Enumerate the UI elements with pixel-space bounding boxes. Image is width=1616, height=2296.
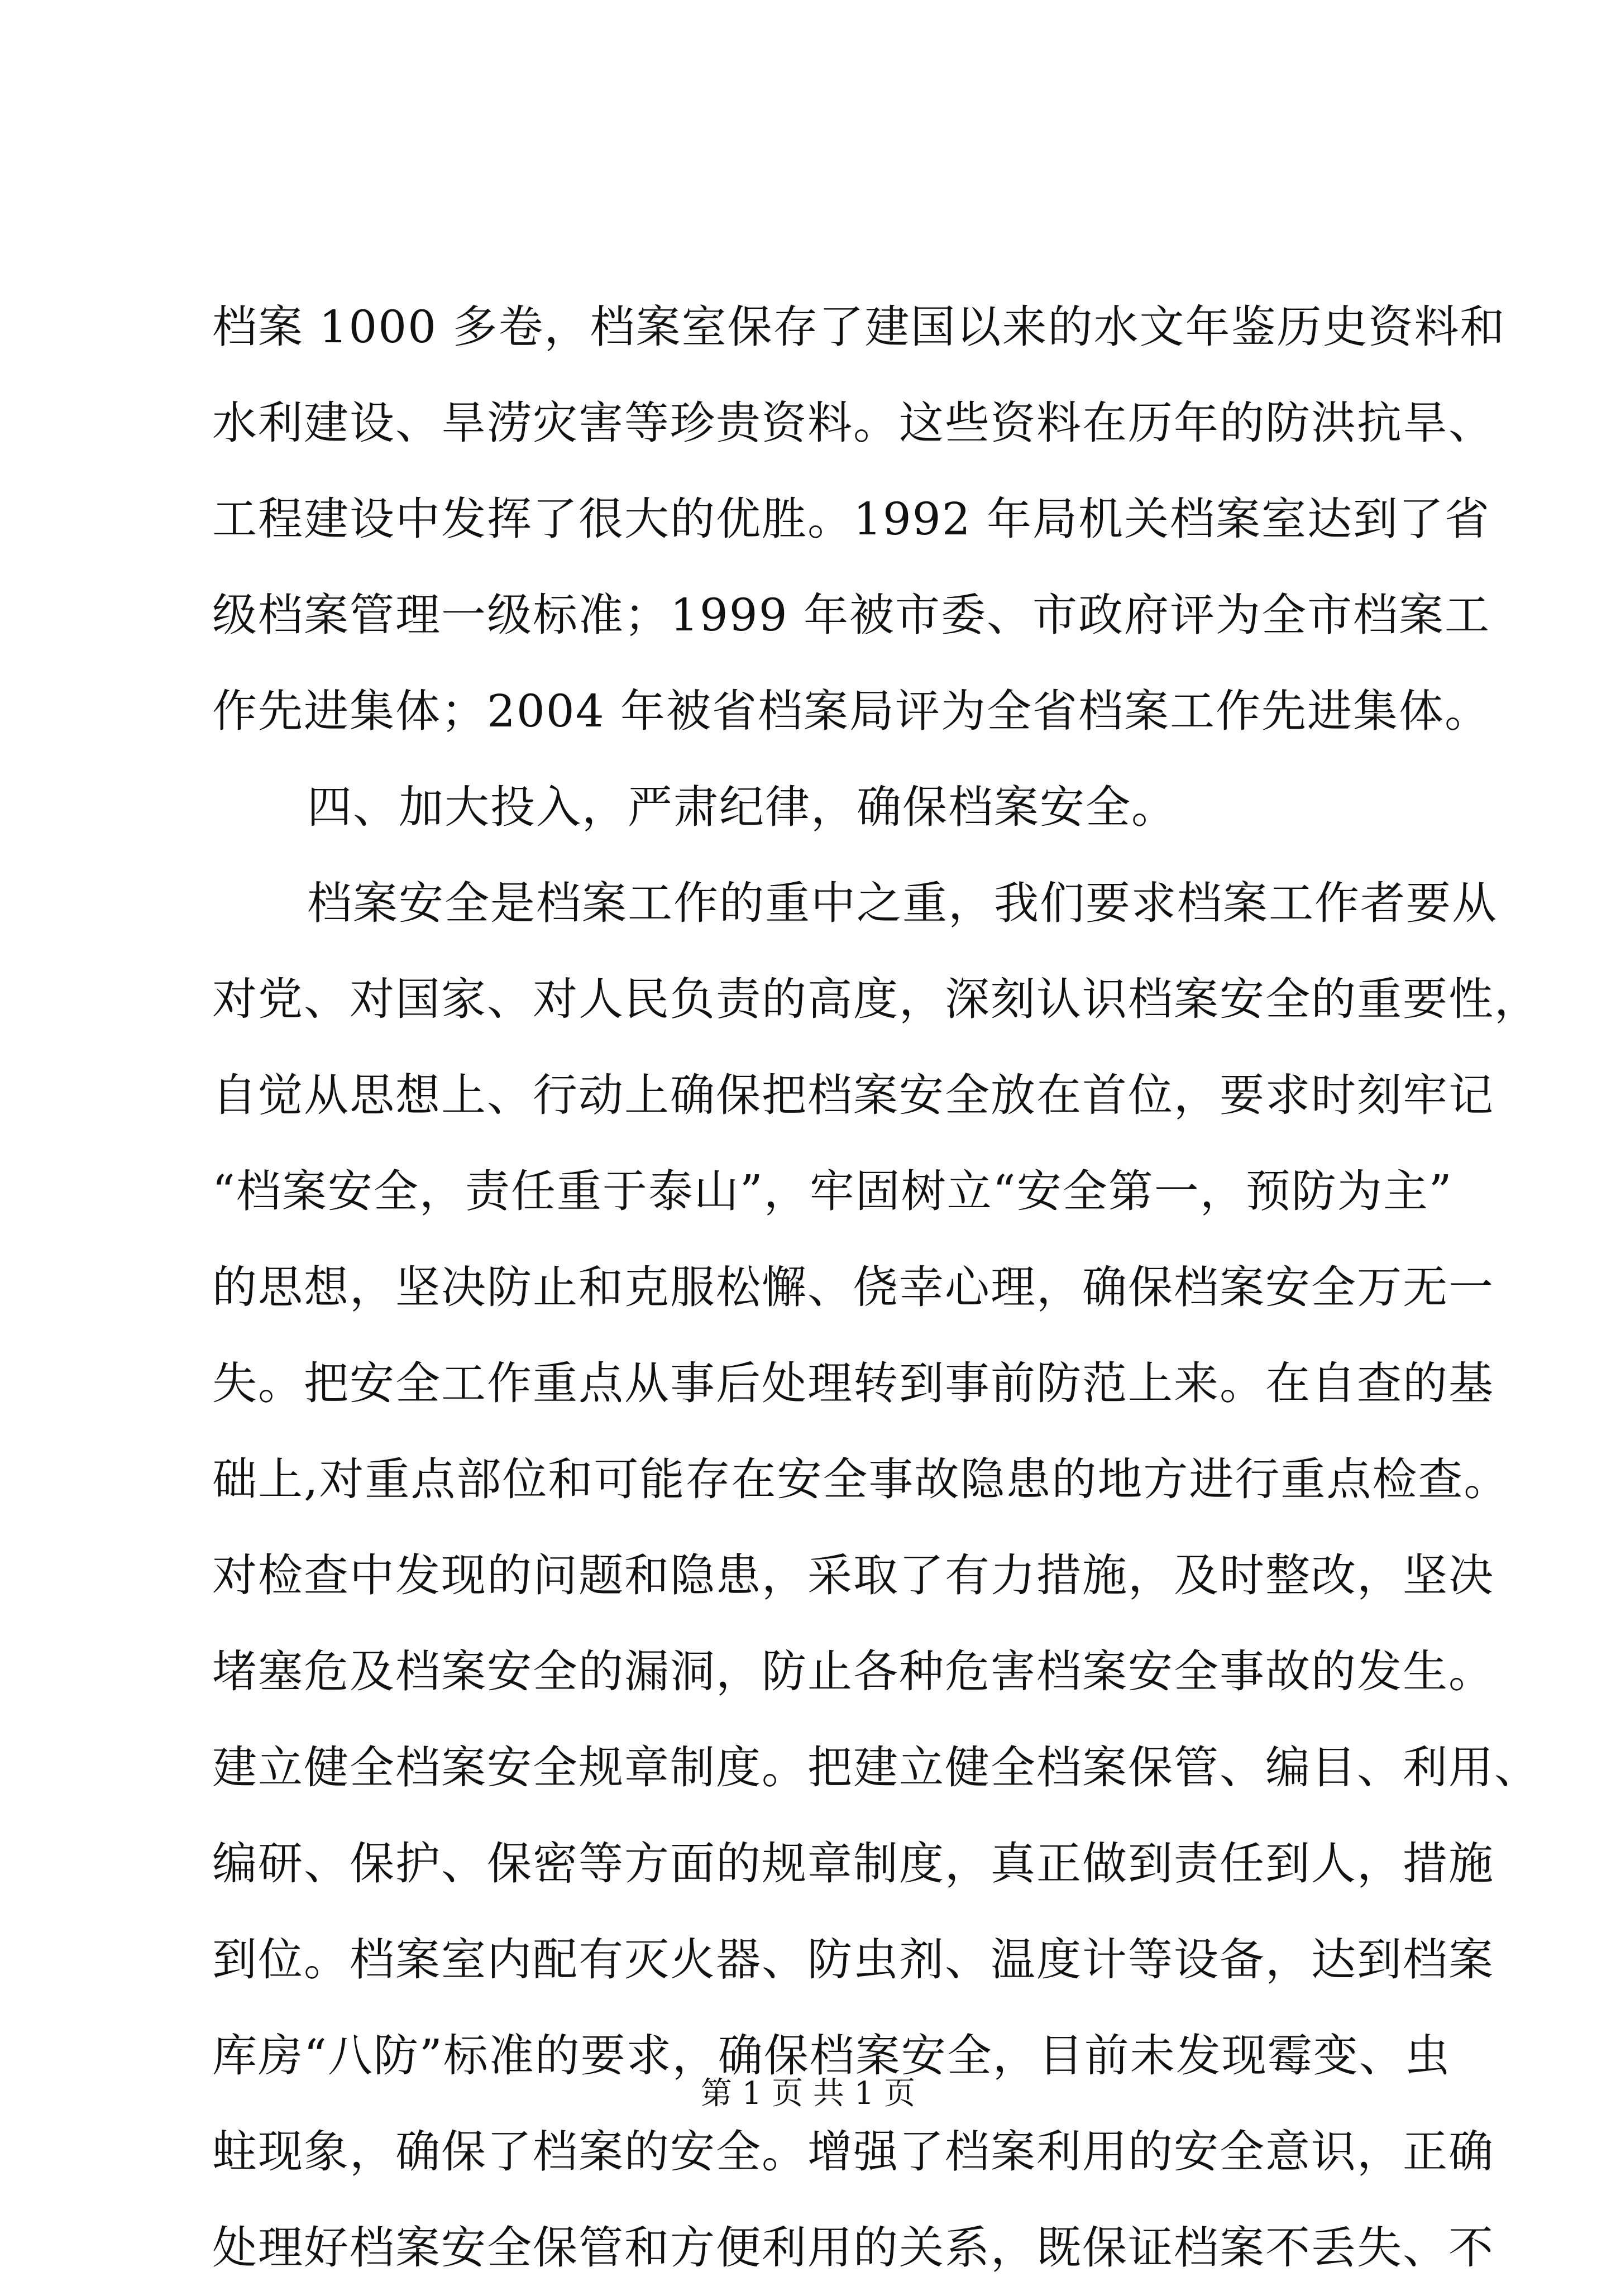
text-line: 编研、保护、保密等方面的规章制度，真正做到责任到人，措施 [212,1838,1494,1890]
page-number-footer: 第 1 页 共 1 页 [700,2075,916,2112]
text-line: 处理好档案安全保管和方便利用的关系，既保证档案不丢失、不 [212,2222,1494,2274]
text-line: 档案安全是档案工作的重中之重，我们要求档案工作者要从 [307,877,1498,929]
text-line: 到位。档案室内配有灭火器、防虫剂、温度计等设备，达到档案 [212,1934,1494,1986]
text-line: 作先进集体；2004 年被省档案局评为全省档案工作先进集体。 [212,685,1491,737]
text-line: 自觉从思想上、行动上确保把档案安全放在首位，要求时刻牢记 [212,1069,1494,1121]
text-line: 库房“八防”标准的要求，确保档案安全，目前未发现霉变、虫 [212,2030,1451,2082]
section-heading: 四、加大投入，严肃纪律，确保档案安全。 [307,781,1177,833]
text-line: 级档案管理一级标准；1999 年被市委、市政府评为全市档案工 [212,589,1491,641]
text-line: 的思想，坚决防止和克服松懈、侥幸心理，确保档案安全万无一 [212,1261,1494,1313]
text-line: 失。把安全工作重点从事后处理转到事前防范上来。在自查的基 [212,1357,1494,1409]
text-line: 档案 1000 多卷，档案室保存了建国以来的水文年鉴历史资料和 [212,301,1506,353]
text-line: 工程建设中发挥了很大的优胜。1992 年局机关档案室达到了省 [212,493,1491,545]
text-line: 堵塞危及档案安全的漏洞，防止各种危害档案安全事故的发生。 [212,1646,1494,1697]
text-line: 蛀现象，确保了档案的安全。增强了档案利用的安全意识，正确 [212,2126,1494,2178]
text-line: 建立健全档案安全规章制度。把建立健全档案保管、编目、利用、 [212,1742,1540,1793]
text-line: 水利建设、旱涝灾害等珍贵资料。这些资料在历年的防洪抗旱、 [212,397,1494,449]
text-line: 对检查中发现的问题和隐患，采取了有力措施，及时整改，坚决 [212,1549,1494,1601]
text-line: “档案安全，责任重于泰山”，牢固树立“安全第一，预防为主” [212,1165,1453,1217]
text-line: 础上,对重点部位和可能存在安全事故隐患的地方进行重点检查。 [212,1453,1510,1505]
text-line: 对党、对国家、对人民负责的高度，深刻认识档案安全的重要性， [212,973,1540,1025]
